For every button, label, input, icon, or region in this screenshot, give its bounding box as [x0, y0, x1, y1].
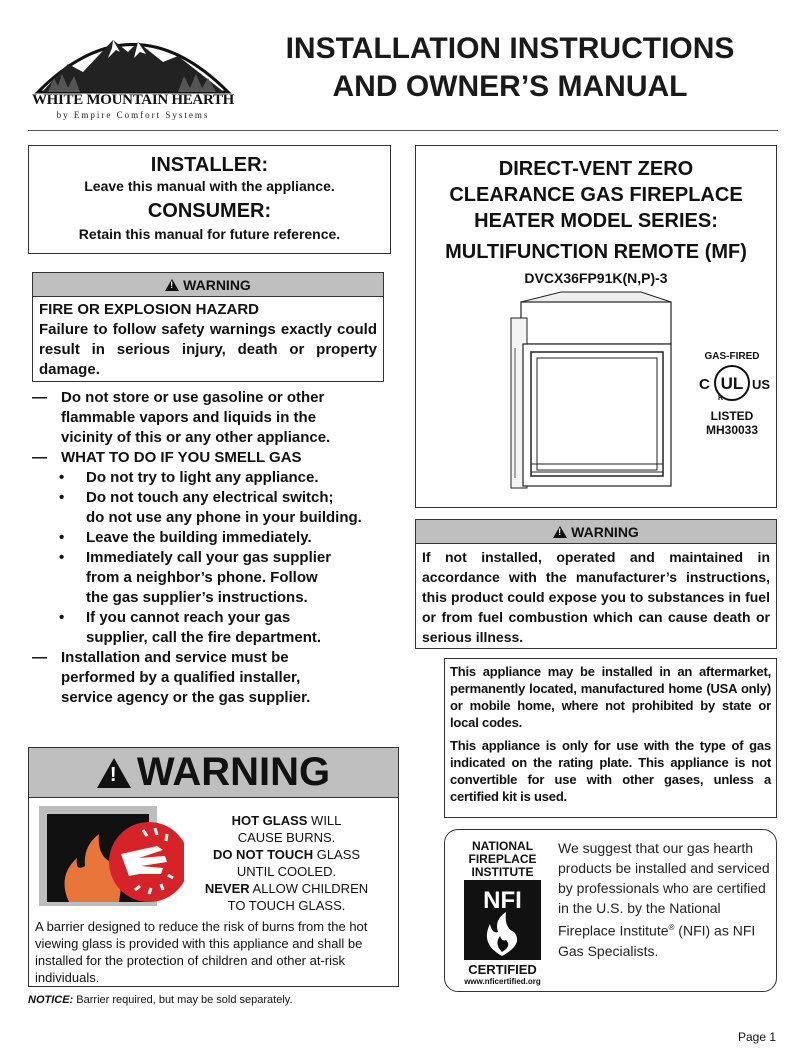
warning-triangle-icon — [553, 526, 567, 538]
list-item: • Leave the building immediately. — [59, 529, 312, 546]
brand-subtitle: by Empire Comfort Systems — [56, 110, 210, 120]
list-item: flammable vapors and liquids in the — [61, 409, 317, 426]
nfi-box — [444, 829, 777, 992]
installer-consumer-box — [28, 145, 391, 254]
warning-triangle-icon — [165, 279, 179, 291]
installer-heading: INSTALLER: — [150, 154, 269, 176]
warning-body: If not installed, operated and maintained in accordance with the manufacturer’s instructions, this product could expose you to substances in fuel or from fuel combustion which can cause death or serious illness. — [422, 549, 770, 645]
mobile-home-text: This appliance may be installed in an aftermarket, permanently located, manufactured home (USA only) or mobile home, where not prohibited by state or local codes. — [450, 664, 771, 730]
model-number: DVCX36FP91K(N,P)-3 — [524, 270, 668, 286]
list-item: from a neighbor’s phone. Follow — [86, 569, 318, 586]
list-item: • Do not try to light any appliance. — [59, 469, 319, 486]
nfi-url-text: www.nficertified.org — [464, 977, 541, 986]
nfi-national-text: NATIONAL — [471, 839, 534, 853]
list-item: • Do not touch any electrical switch; — [59, 489, 334, 506]
mobile-home-notice — [444, 658, 777, 818]
list-item: vicinity of this or any other appliance. — [61, 429, 331, 446]
nfi-institute-text: INSTITUTE — [471, 865, 534, 879]
nfi-certified-text: CERTIFIED — [468, 962, 537, 977]
installer-text: Leave this manual with the appliance. — [84, 178, 335, 194]
nfi-recommendation-text: We suggest that our gas hearth products be installed and serviced by professionals who are certified in the U.S. by the National Fireplace Institute® (NFI) as NFI Gas Specialists. — [558, 840, 770, 959]
list-item: the gas supplier’s instructions. — [86, 589, 308, 606]
ul-listed-mark — [690, 351, 774, 446]
warning-header — [33, 273, 383, 297]
title-line-2: AND OWNER’S MANUAL — [332, 70, 688, 103]
list-item: — Do not store or use gasoline or other — [32, 389, 325, 406]
warning-label: WARNING — [183, 276, 251, 293]
ul-logo-icon — [690, 362, 774, 404]
warning-triangle-icon — [97, 758, 131, 788]
model-title: DIRECT-VENT ZERO CLEARANCE GAS FIREPLACE HEATER MODEL SERIES: — [449, 158, 743, 232]
gas-type-text: This appliance is only for use with the type of gas indicated on the rating plate. This appliance is not convertible for use with other gases, unless a certified kit is used. — [450, 738, 771, 804]
page-title — [240, 30, 780, 106]
mountain-logo-icon — [28, 22, 238, 94]
hot-glass-text: HOT GLASS WILL CAUSE BURNS. DO NOT TOUCH GLASS UNTIL COOLED. NEVER ALLOW CHILDREN TO TOUCH GLASS. — [204, 813, 369, 913]
list-item: supplier, call the fire department. — [86, 629, 322, 646]
ul-r-text: R — [718, 395, 724, 402]
barrier-text: A barrier designed to reduce the risk of burns from the hot viewing glass is provided with this appliance and shall be installed for the protection of children and other at-risk individuals. — [35, 919, 368, 985]
fireplace-illustration-icon — [501, 288, 681, 500]
nfi-logo-icon — [460, 836, 545, 986]
brand-name: WHITE MOUNTAIN HEARTH — [31, 92, 235, 108]
list-item: • If you cannot reach your gas — [59, 609, 291, 626]
hot-glass-icon — [39, 806, 184, 911]
fire-hazard-warning — [32, 272, 384, 382]
warning-header — [416, 520, 776, 544]
brand-logo — [28, 22, 238, 122]
barrier-notice: NOTICE: Barrier required, but may be sold separately. — [28, 994, 293, 1006]
nfi-nfi-text: NFI — [483, 887, 522, 914]
warning-label: WARNING — [571, 523, 639, 540]
gas-fired-label: GAS-FIRED — [704, 351, 760, 362]
consumer-text: Retain this manual for future reference. — [78, 226, 341, 242]
ul-us-text: US — [752, 377, 771, 392]
hot-glass-warning — [28, 747, 399, 987]
list-item: — WHAT TO DO IF YOU SMELL GAS — [32, 449, 302, 466]
nfi-fireplace-text: FIREPLACE — [468, 852, 537, 866]
ul-ul-text: UL — [720, 374, 744, 393]
list-item: • Immediately call your gas supplier — [59, 549, 332, 566]
list-item: do not use any phone in your building. — [86, 509, 362, 526]
list-item: performed by a qualified installer, — [61, 669, 301, 686]
hazard-body: Failure to follow safety warnings exactly could result in serious injury, death or property damage. — [39, 321, 377, 378]
header-divider — [28, 130, 778, 131]
big-warning-header — [29, 748, 398, 798]
model-series-name: MULTIFUNCTION REMOTE (MF) — [445, 241, 747, 263]
fuel-combustion-warning — [415, 519, 777, 649]
big-warning-label: WARNING — [136, 750, 331, 794]
gas-safety-instructions — [32, 388, 392, 708]
listing-number: MH30033 — [705, 423, 759, 437]
list-item: — Installation and service must be — [32, 649, 289, 666]
page-number: Page 1 — [738, 1030, 777, 1044]
listed-label: LISTED — [710, 409, 754, 423]
ul-c-text: C — [699, 376, 710, 393]
title-line-1: INSTALLATION INSTRUCTIONS — [285, 32, 735, 65]
hazard-title: FIRE OR EXPLOSION HAZARD — [39, 301, 260, 318]
model-series-box — [415, 145, 777, 508]
consumer-heading: CONSUMER: — [147, 200, 272, 222]
list-item: service agency or the gas supplier. — [61, 689, 311, 706]
